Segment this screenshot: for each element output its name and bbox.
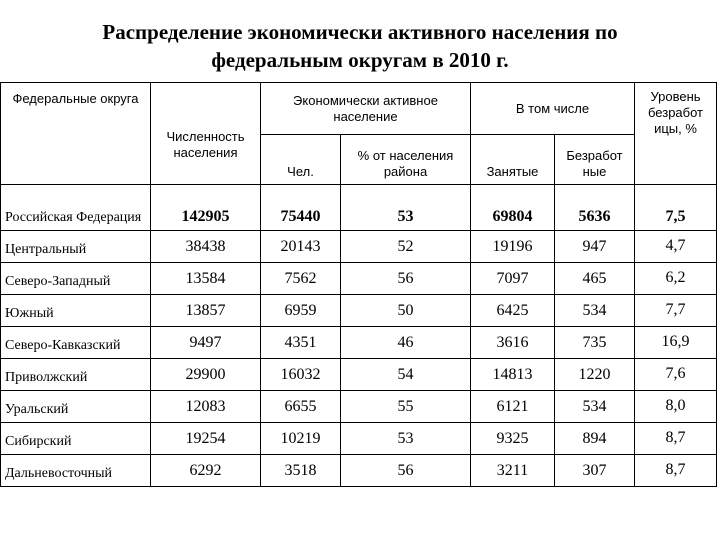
title-line-2: федеральным округам в 2010 г. [211,48,509,72]
cell-employed: 7097 [471,263,555,295]
cell-employed: 19196 [471,231,555,263]
cell-region: Дальневосточный [1,455,151,487]
cell-people: 75440 [261,185,341,231]
cell-unemployed: 894 [555,423,635,455]
cell-population: 29900 [151,359,261,391]
cell-people: 6959 [261,295,341,327]
cell-unemployed: 307 [555,455,635,487]
table-row [1,391,717,423]
cell-region: Сибирский [1,423,151,455]
cell-region: Южный [1,295,151,327]
table-row [1,295,717,327]
cell-employed: 3211 [471,455,555,487]
cell-employed: 6121 [471,391,555,423]
cell-unemployed: 1220 [555,359,635,391]
cell-rate: 8,0 [635,391,717,423]
cell-percent: 50 [341,295,471,327]
cell-percent: 53 [341,185,471,231]
table-row [1,263,717,295]
cell-population: 12083 [151,391,261,423]
header-including: В том числе [471,83,635,135]
cell-people: 4351 [261,327,341,359]
cell-region: Центральный [1,231,151,263]
header-unemployed: Безработ ные [555,135,635,185]
cell-percent: 55 [341,391,471,423]
cell-population: 9497 [151,327,261,359]
cell-rate: 7,7 [635,295,717,327]
cell-percent: 52 [341,231,471,263]
cell-employed: 6425 [471,295,555,327]
cell-unemployed: 534 [555,391,635,423]
header-population: Численность населения [151,83,261,185]
cell-people: 16032 [261,359,341,391]
cell-region: Северо-Кавказский [1,327,151,359]
cell-employed: 14813 [471,359,555,391]
cell-unemployed: 947 [555,231,635,263]
cell-region: Приволжский [1,359,151,391]
cell-population: 142905 [151,185,261,231]
cell-people: 3518 [261,455,341,487]
table-row [1,423,717,455]
cell-employed: 3616 [471,327,555,359]
cell-unemployed: 5636 [555,185,635,231]
cell-region: Российская Федерация [1,185,151,231]
cell-rate: 16,9 [635,327,717,359]
header-people: Чел. [261,135,341,185]
cell-people: 7562 [261,263,341,295]
cell-population: 19254 [151,423,261,455]
cell-rate: 4,7 [635,231,717,263]
cell-population: 13857 [151,295,261,327]
cell-population: 6292 [151,455,261,487]
header-percent: % от населения района [341,135,471,185]
cell-rate: 8,7 [635,455,717,487]
cell-rate: 7,5 [635,185,717,231]
cell-percent: 56 [341,455,471,487]
cell-employed: 9325 [471,423,555,455]
cell-employed: 69804 [471,185,555,231]
cell-unemployed: 465 [555,263,635,295]
header-unemployment-rate: Уровень безработ ицы, % [635,83,717,185]
cell-rate: 6,2 [635,263,717,295]
cell-unemployed: 534 [555,295,635,327]
header-region: Федеральные округа [1,83,151,185]
cell-rate: 8,7 [635,423,717,455]
cell-percent: 54 [341,359,471,391]
data-table [0,82,717,487]
table-row [1,327,717,359]
cell-people: 20143 [261,231,341,263]
table-row [1,359,717,391]
cell-population: 13584 [151,263,261,295]
table-row-total [1,185,717,231]
table-row [1,455,717,487]
cell-rate: 7,6 [635,359,717,391]
cell-population: 38438 [151,231,261,263]
cell-percent: 53 [341,423,471,455]
page-title [0,18,720,74]
header-employed: Занятые [471,135,555,185]
cell-percent: 56 [341,263,471,295]
cell-people: 10219 [261,423,341,455]
cell-people: 6655 [261,391,341,423]
cell-region: Уральский [1,391,151,423]
header-econ-active: Экономически активное население [261,83,471,135]
cell-unemployed: 735 [555,327,635,359]
table-row [1,231,717,263]
title-line-1: Распределение экономически активного населения по [102,20,618,44]
cell-region: Северо-Западный [1,263,151,295]
cell-percent: 46 [341,327,471,359]
